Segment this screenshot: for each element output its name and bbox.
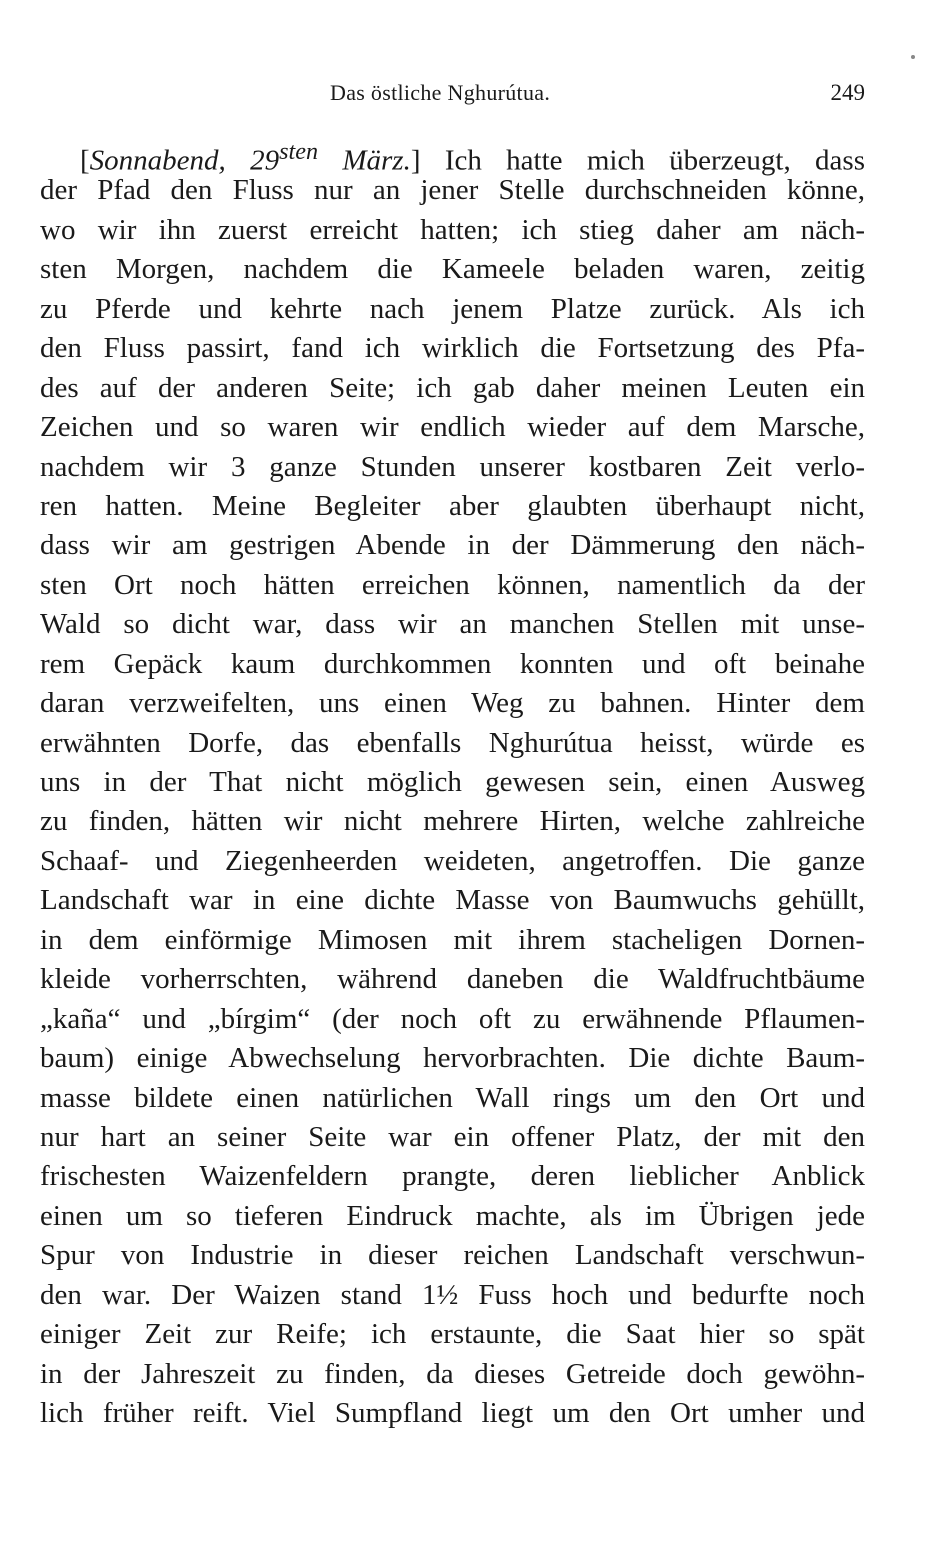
text-line: zu Pferde und kehrte nach jenem Platze zurück. Als ich [40,292,865,325]
text-line: einen um so tieferen Eindruck machte, als im Übrigen jede [40,1199,865,1232]
text-line: der Pfad den Fluss nur an jener Stelle durchschneiden könne, [40,174,865,207]
text-line: sten Ort noch hätten erreichen können, namentlich da der [40,568,865,601]
running-title: Das östliche Nghurútua. [330,80,551,105]
opening-line-text: Ich hatte mich überzeugt, dass [420,144,865,177]
text-line: nachdem wir 3 ganze Stunden unserer kostbaren Zeit verlo- [40,450,865,483]
text-line: des auf der anderen Seite; ich gab daher meinen Leuten ein [40,371,865,404]
text-line: Landschaft war in eine dichte Masse von Baumwuchs gehüllt, [40,884,865,917]
running-head [40,80,865,114]
page-number: 249 [830,80,865,105]
text-line: den Fluss passirt, fand ich wirklich die Fortsetzung des Pfa- [40,332,865,365]
opening-line [40,132,865,177]
text-line: nur hart an seiner Seite war ein offener Platz, der mit den [40,1120,865,1153]
text-line: in dem einförmige Mimosen mit ihrem stacheligen Dornen- [40,923,865,956]
text-line: frischesten Waizenfeldern prangte, deren lieblicher Anblick [40,1160,865,1193]
text-line: erwähnten Dorfe, das ebenfalls Nghurútua heisst, würde es [40,726,865,759]
bracket-open: [ [80,144,90,177]
bracket-close: ] [410,144,421,177]
text-line: wo wir ihn zuerst erreicht hatten; ich stieg daher am näch- [40,213,865,246]
scan-speck [911,55,915,59]
text-line: Wald so dicht war, dass wir an manchen Stellen mit unse- [40,608,865,641]
text-line: lich früher reift. Viel Sumpfland liegt um den Ort umher und [40,1397,865,1429]
text-line: Spur von Industrie in dieser reichen Landschaft verschwun- [40,1239,865,1272]
text-line: daran verzweifelten, uns einen Weg zu bahnen. Hinter dem [40,687,865,720]
text-line: ren hatten. Meine Begleiter aber glaubten überhaupt nicht, [40,489,865,522]
date-day: Sonnabend, 29 [89,144,280,177]
text-line: kleide vorherrschten, während daneben die Waldfruchtbäume [40,963,865,996]
text-line: Zeichen und so waren wir endlich wieder auf dem Marsche, [40,411,865,444]
text-line: „kaña“ und „bírgim“ (der noch oft zu erwähnende Pflaumen- [40,1002,865,1035]
text-line: uns in der That nicht möglich gewesen sein, einen Ausweg [40,766,865,798]
text-line: rem Gepäck kaum durchkommen konnten und oft beinahe [40,647,865,680]
text-line: zu finden, hätten wir nicht mehrere Hirten, welche zahlreiche [40,805,865,838]
text-line: in der Jahreszeit zu finden, da dieses Getreide doch gewöhn- [40,1357,865,1390]
text-line: sten Morgen, nachdem die Kameele beladen waren, zeitig [40,253,865,286]
body-text [40,132,865,1433]
text-line: einiger Zeit zur Reife; ich erstaunte, die Saat hier so spät [40,1318,865,1351]
date-month: März. [318,144,411,177]
text-line: den war. Der Waizen stand 1½ Fuss hoch und bedurfte noch [40,1278,865,1311]
text-line: baum) einige Abwechselung hervorbrachten. Die dichte Baum- [40,1042,865,1075]
text-line: Schaaf- und Ziegenheerden weideten, angetroffen. Die ganze [40,844,865,877]
text-line: dass wir am gestrigen Abende in der Dämmerung den näch- [40,529,865,562]
text-line: masse bildete einen natürlichen Wall rings um den Ort und [40,1081,865,1114]
date-day-superscript: sten [279,138,319,165]
